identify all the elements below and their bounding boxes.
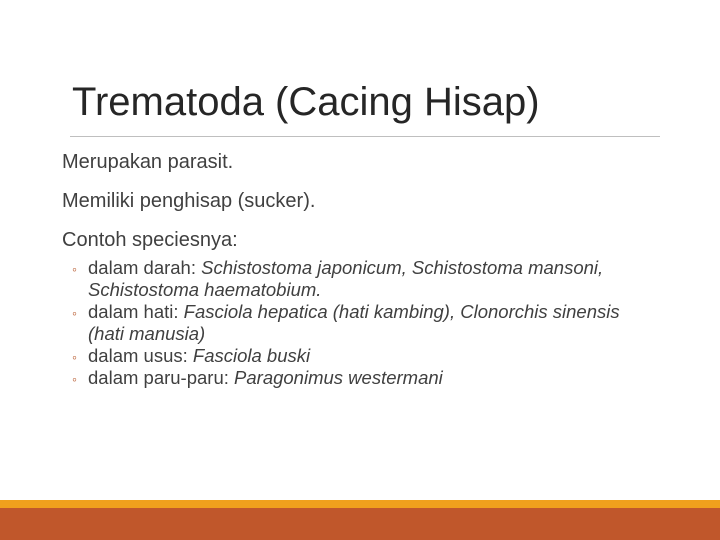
sub-bullet-prefix: dalam usus: bbox=[88, 345, 193, 366]
sub-bullet-item bbox=[62, 367, 658, 389]
sub-bullet-item bbox=[62, 345, 658, 367]
slide-content bbox=[62, 150, 662, 389]
bullet-item: Merupakan parasit. bbox=[62, 151, 234, 173]
footer-bar bbox=[0, 508, 720, 540]
sub-bullet-item bbox=[62, 301, 658, 345]
species-name: Paragonimus westermani bbox=[234, 367, 443, 388]
species-name: Fasciola buski bbox=[192, 345, 311, 366]
sub-bullet-item bbox=[62, 257, 658, 301]
species-name: Schistostoma japonicum, Schistostoma mansoni, Schistostoma haematobium. bbox=[88, 257, 604, 300]
sub-bullet-prefix: dalam paru-paru: bbox=[88, 367, 235, 388]
sub-bullet-prefix: dalam hati: bbox=[88, 301, 184, 322]
hollow-bullet-icon: ◦ bbox=[72, 349, 77, 365]
bullet-item: Memiliki penghisap (sucker). bbox=[62, 190, 316, 212]
species-name: Fasciola hepatica (hati kambing), Clonorchis sinensis (hati manusia) bbox=[88, 301, 620, 344]
hollow-bullet-icon: ◦ bbox=[72, 305, 77, 321]
title-divider bbox=[70, 136, 660, 137]
slide-title: Trematoda (Cacing Hisap) bbox=[72, 80, 540, 124]
footer-accent-bar bbox=[0, 500, 720, 508]
hollow-bullet-icon: ◦ bbox=[72, 371, 77, 387]
sub-bullet-prefix: dalam darah: bbox=[88, 257, 202, 278]
hollow-bullet-icon: ◦ bbox=[72, 261, 77, 277]
bullet-item: Contoh speciesnya: bbox=[62, 229, 238, 251]
sub-bullet-list bbox=[62, 257, 662, 389]
